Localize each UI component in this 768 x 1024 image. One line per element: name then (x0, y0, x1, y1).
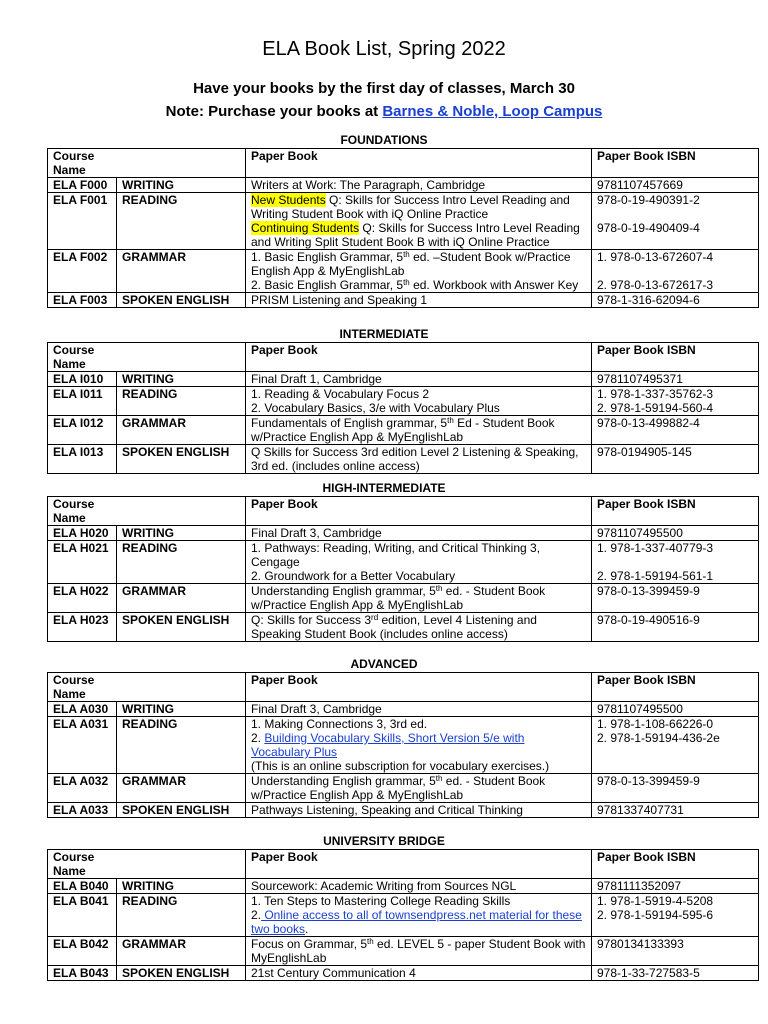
header-paper-book: Paper Book (246, 850, 592, 879)
table-header-row (48, 497, 759, 526)
ordinal-sup: th (435, 584, 443, 593)
table-university-bridge (47, 849, 759, 981)
header-blank (117, 149, 246, 178)
course-code: ELA B041 (48, 894, 117, 937)
table-header-row (48, 673, 759, 702)
book-text: 1. Basic English Grammar, 5 (251, 250, 404, 264)
book-text: Ed - Student Book w/Practice English App & MyEnglishLab (251, 416, 555, 444)
course-type: SPOKEN ENGLISH (117, 613, 246, 642)
table-row (48, 613, 759, 642)
book-text: 1. Making Connections 3, 3rd ed. (251, 717, 428, 731)
townsendpress-link[interactable]: Online access to all of townsendpress.net material for these two books (251, 908, 582, 936)
new-students-highlight: New Students (251, 193, 326, 207)
header-isbn: Paper Book ISBN (592, 673, 759, 702)
ordinal-sup: th (447, 416, 454, 425)
book-text: Focus on Grammar, 5 (251, 937, 368, 951)
book-title: Final Draft 3, Cambridge (246, 526, 592, 541)
course-type: SPOKEN ENGLISH (117, 803, 246, 818)
isbn-1: 1. 978-0-13-672607-4 (597, 250, 714, 264)
header-blank (117, 497, 246, 526)
course-type: SPOKEN ENGLISH (117, 445, 246, 474)
book-title (246, 387, 592, 416)
course-code: ELA H021 (48, 541, 117, 584)
header-course-name: Course Name (48, 343, 117, 372)
book-isbn (592, 193, 759, 250)
course-code: ELA B043 (48, 966, 117, 981)
header-paper-book: Paper Book (246, 673, 592, 702)
header-blank (117, 850, 246, 879)
table-row (48, 541, 759, 584)
book-text: 1. Ten Steps to Mastering College Reading Skills (251, 894, 511, 908)
course-code: ELA F000 (48, 178, 117, 193)
course-type: GRAMMAR (117, 937, 246, 966)
book-text: . (305, 922, 309, 936)
book-text: (This is an online subscription for vocabulary exercises.) (251, 759, 550, 773)
course-type: READING (117, 541, 246, 584)
book-isbn (592, 250, 759, 293)
course-type: SPOKEN ENGLISH (117, 293, 246, 308)
course-type: WRITING (117, 178, 246, 193)
course-code: ELA A030 (48, 702, 117, 717)
course-code: ELA I013 (48, 445, 117, 474)
course-type: WRITING (117, 879, 246, 894)
section-title-high-intermediate: HIGH-INTERMEDIATE (322, 481, 446, 495)
table-header-row (48, 850, 759, 879)
table-header-row (48, 343, 759, 372)
course-code: ELA H020 (48, 526, 117, 541)
page-title: ELA Book List, Spring 2022 (262, 38, 506, 60)
book-title: Q Skills for Success 3rd edition Level 2 Listening & Speaking, 3rd ed. (includes online access) (246, 445, 592, 474)
course-code: ELA I010 (48, 372, 117, 387)
header-blank (117, 673, 246, 702)
book-isbn: 978-1-316-62094-6 (592, 293, 759, 308)
book-title (246, 584, 592, 613)
subtitle-purchase-text: Note: Purchase your books at (165, 103, 383, 120)
ordinal-sup: th (367, 937, 374, 946)
course-type: GRAMMAR (117, 250, 246, 293)
course-code: ELA B042 (48, 937, 117, 966)
ordinal-sup: th (403, 278, 410, 287)
course-code: ELA I011 (48, 387, 117, 416)
section-title-foundations: FOUNDATIONS (340, 133, 428, 147)
isbn-2: 2. 978-1-59194-560-4 (597, 401, 714, 415)
table-advanced (47, 672, 759, 818)
table-row (48, 937, 759, 966)
course-code: ELA I012 (48, 416, 117, 445)
table-row (48, 879, 759, 894)
book-isbn: 9781107457669 (592, 178, 759, 193)
course-code: ELA H022 (48, 584, 117, 613)
header-isbn: Paper Book ISBN (592, 149, 759, 178)
header-paper-book: Paper Book (246, 497, 592, 526)
isbn-2: 2. 978-1-59194-436-2e (597, 731, 720, 745)
book-isbn: 978-0-13-399459-9 (592, 584, 759, 613)
book-isbn: 9781337407731 (592, 803, 759, 818)
book-text: 1. Reading & Vocabulary Focus 2 (251, 387, 430, 401)
table-row (48, 178, 759, 193)
table-foundations (47, 148, 759, 308)
isbn-1: 1. 978-1-5919-4-5208 (597, 894, 714, 908)
book-text: 1. Pathways: Reading, Writing, and Critical Thinking 3, Cengage (251, 541, 541, 569)
section-title-university-bridge: UNIVERSITY BRIDGE (323, 834, 445, 848)
book-isbn: 978-0-13-399459-9 (592, 774, 759, 803)
course-type: READING (117, 387, 246, 416)
ordinal-sup: th (435, 774, 443, 783)
isbn-1: 978-0-19-490391-2 (597, 193, 700, 207)
header-course-name: Course Name (48, 850, 117, 879)
isbn-2: 2. 978-1-59194-595-6 (597, 908, 714, 922)
book-text: 2. (251, 908, 262, 922)
book-text: 2. (251, 731, 265, 745)
isbn-2: 2. 978-0-13-672617-3 (597, 278, 714, 292)
book-isbn (592, 894, 759, 937)
book-text: Q: Skills for Success Intro Level Reading and Writing Split Student Book B with iQ Online Practice (251, 221, 580, 249)
book-title (246, 894, 592, 937)
book-isbn: 978-0-19-490516-9 (592, 613, 759, 642)
book-title (246, 937, 592, 966)
header-course-name: Course Name (48, 497, 117, 526)
isbn-2: 2. 978-1-59194-561-1 (597, 569, 714, 583)
header-isbn: Paper Book ISBN (592, 343, 759, 372)
book-title (246, 541, 592, 584)
book-title (246, 416, 592, 445)
course-code: ELA A032 (48, 774, 117, 803)
isbn-1: 1. 978-1-337-40779-3 (597, 541, 714, 555)
book-text: 2. Groundwork for a Better Vocabulary (251, 569, 456, 583)
course-code: ELA A031 (48, 717, 117, 774)
book-text: ed. Workbook with Answer Key (409, 278, 579, 292)
table-row (48, 584, 759, 613)
header-paper-book: Paper Book (246, 149, 592, 178)
header-isbn: Paper Book ISBN (592, 850, 759, 879)
section-title-intermediate: INTERMEDIATE (339, 327, 429, 341)
book-text: ed. - Student Book w/Practice English App & MyEnglishLab (251, 584, 546, 612)
book-isbn: 978-1-33-727583-5 (592, 966, 759, 981)
header-course-name: Course Name (48, 673, 117, 702)
table-row (48, 293, 759, 308)
isbn-1: 1. 978-1-337-35762-3 (597, 387, 714, 401)
course-code: ELA H023 (48, 613, 117, 642)
course-type: GRAMMAR (117, 774, 246, 803)
table-row (48, 803, 759, 818)
course-code: ELA F002 (48, 250, 117, 293)
book-text: edition, Level 4 Listening and Speaking Student Book (includes online access) (251, 613, 537, 641)
table-high-intermediate (47, 496, 759, 642)
header-course-name: Course Name (48, 149, 117, 178)
bookstore-link[interactable]: Barnes & Noble, Loop Campus (382, 103, 603, 120)
table-header-row (48, 149, 759, 178)
table-row (48, 445, 759, 474)
book-text: 2. Basic English Grammar, 5 (251, 278, 404, 292)
book-text: ed. LEVEL 5 - paper Student Book with MyEnglishLab (251, 937, 586, 965)
book-text: Q: Skills for Success Intro Level Reading and Writing Student Book with iQ Online Practice (251, 193, 570, 221)
book-title (246, 193, 592, 250)
section-title-advanced: ADVANCED (350, 657, 418, 671)
table-row (48, 717, 759, 774)
table-row (48, 894, 759, 937)
course-type: SPOKEN ENGLISH (117, 966, 246, 981)
book-isbn (592, 387, 759, 416)
table-intermediate (47, 342, 759, 474)
course-type: READING (117, 193, 246, 250)
book-title (246, 613, 592, 642)
course-type: READING (117, 894, 246, 937)
book-isbn: 9780134133393 (592, 937, 759, 966)
book-text: Understanding English grammar, 5 (251, 774, 436, 788)
table-row (48, 250, 759, 293)
book-title (246, 774, 592, 803)
book-text: Fundamentals of English grammar, 5 (251, 416, 448, 430)
subtitle-purchase (0, 103, 768, 120)
course-type: WRITING (117, 372, 246, 387)
continuing-students-highlight: Continuing Students (251, 221, 360, 235)
book-title (246, 250, 592, 293)
course-code: ELA B040 (48, 879, 117, 894)
book-isbn: 9781107495500 (592, 702, 759, 717)
book-isbn: 978-0194905-145 (592, 445, 759, 474)
table-row (48, 387, 759, 416)
vocabulary-book-link[interactable]: Building Vocabulary Skills, Short Version 5/e with Vocabulary Plus (251, 731, 525, 759)
subtitle-deadline: Have your books by the first day of classes, March 30 (193, 80, 575, 97)
course-type: WRITING (117, 702, 246, 717)
book-isbn: 9781107495500 (592, 526, 759, 541)
book-title (246, 717, 592, 774)
table-row (48, 416, 759, 445)
header-isbn: Paper Book ISBN (592, 497, 759, 526)
table-row (48, 193, 759, 250)
course-code: ELA F003 (48, 293, 117, 308)
ordinal-sup: rd (371, 613, 379, 622)
book-isbn: 9781107495371 (592, 372, 759, 387)
header-paper-book: Paper Book (246, 343, 592, 372)
table-row (48, 372, 759, 387)
course-code: ELA A033 (48, 803, 117, 818)
course-type: READING (117, 717, 246, 774)
table-row (48, 526, 759, 541)
book-text: ed. - Student Book w/Practice English App & MyEnglishLab (251, 774, 546, 802)
table-row (48, 966, 759, 981)
ordinal-sup: th (403, 250, 410, 259)
book-title: PRISM Listening and Speaking 1 (246, 293, 592, 308)
book-isbn: 978-0-13-499882-4 (592, 416, 759, 445)
book-text: ed. –Student Book w/Practice English App & MyEnglishLab (251, 250, 571, 278)
isbn-1: 1. 978-1-108-66226-0 (597, 717, 714, 731)
book-text: Understanding English grammar, 5 (251, 584, 436, 598)
book-title: Writers at Work: The Paragraph, Cambridge (246, 178, 592, 193)
book-title: Final Draft 1, Cambridge (246, 372, 592, 387)
book-isbn (592, 541, 759, 584)
course-type: WRITING (117, 526, 246, 541)
course-type: GRAMMAR (117, 416, 246, 445)
isbn-2: 978-0-19-490409-4 (597, 221, 700, 235)
book-isbn (592, 717, 759, 774)
header-blank (117, 343, 246, 372)
book-title: Final Draft 3, Cambridge (246, 702, 592, 717)
book-title: Sourcework: Academic Writing from Sources NGL (246, 879, 592, 894)
book-isbn: 9781111352097 (592, 879, 759, 894)
book-text: Q: Skills for Success 3 (251, 613, 372, 627)
book-text: 2. Vocabulary Basics, 3/e with Vocabulary Plus (251, 401, 500, 415)
book-title: 21st Century Communication 4 (246, 966, 592, 981)
course-type: GRAMMAR (117, 584, 246, 613)
table-row (48, 702, 759, 717)
table-row (48, 774, 759, 803)
book-title: Pathways Listening, Speaking and Critical Thinking (246, 803, 592, 818)
course-code: ELA F001 (48, 193, 117, 250)
